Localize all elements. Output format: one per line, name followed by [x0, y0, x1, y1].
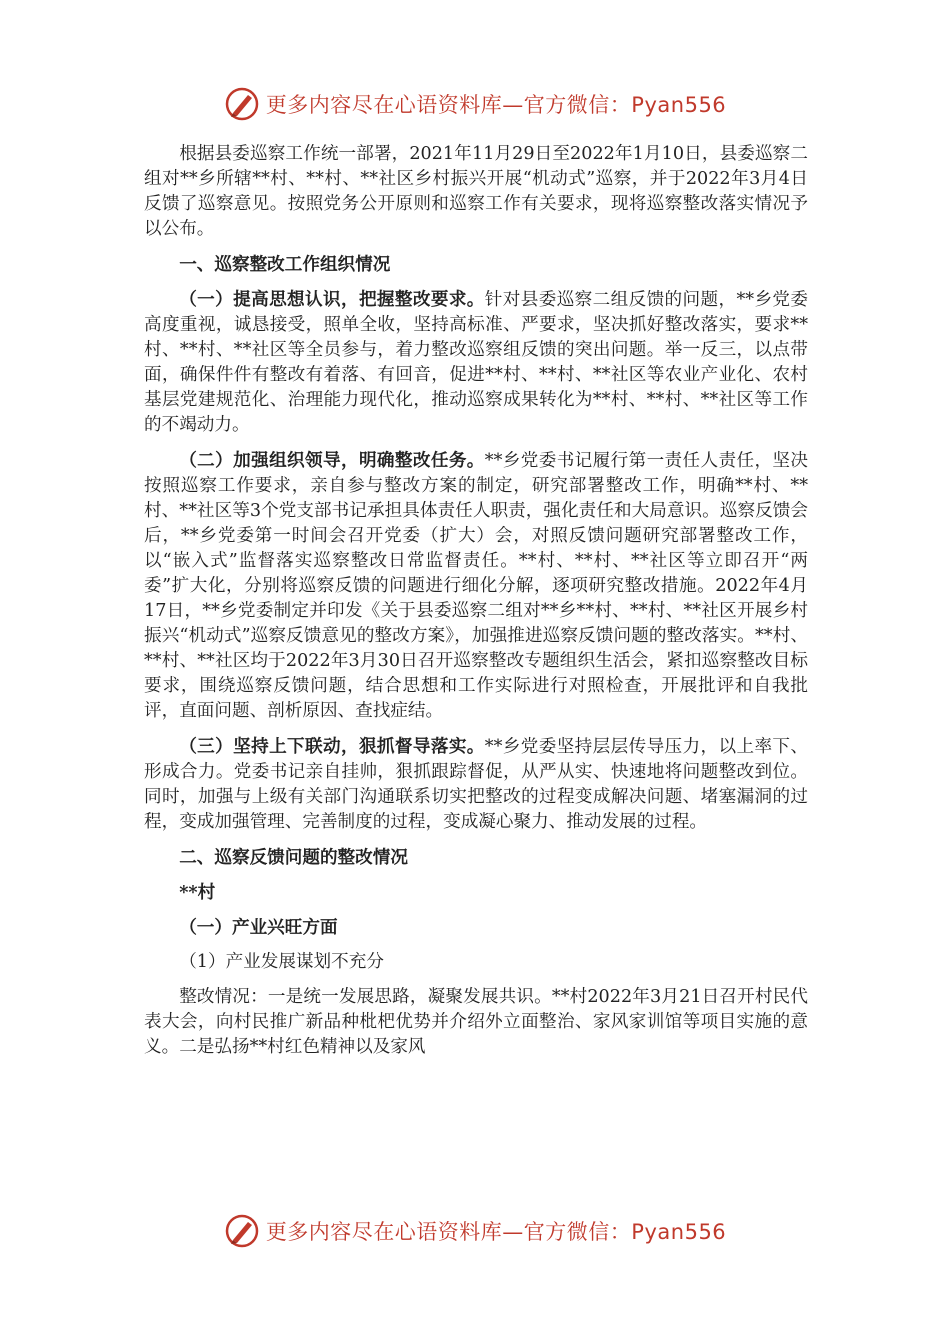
- document-body: [144, 142, 808, 1070]
- banner-text: 更多内容尽在心语资料库—官方微信：Pyan556: [265, 93, 727, 117]
- subsection-heading: （一）产业兴旺方面: [179, 917, 338, 938]
- section-heading: 一、巡察整改工作组织情况: [179, 254, 391, 275]
- item-body: 针对县委巡察二组反馈的问题，**乡党委高度重视，诚恳接受，照单全收，坚持高标准、严要求，坚决抓好整改落实，要求**村、**村、**社区等全员参与，着力整改巡察组反馈的突出问题。举一反三，以点带面，确保件件有整改有着落、有回音，促进**村、**村、**社区等农业产业化、农村基层党建规范化、治理能力现代化，推动巡察成果转化为**村、**村、**社区等工作的不竭动力。: [144, 290, 808, 435]
- item-title: （一）提高思想认识，把握整改要求。: [179, 289, 485, 310]
- footer-banner: [0, 1209, 950, 1253]
- pen-logo-icon: [224, 86, 260, 122]
- paragraph-item-3: [144, 734, 808, 835]
- intro-paragraph: 根据县委巡察工作统一部署，2021年11月29日至2022年1月10日，县委巡察二组对**乡所辖**村、**村、**社区乡村振兴开展“机动式”巡察，并于2022年3月4日反馈了巡察意见。按照党务公开原则和巡察工作有关要求，现将巡察整改落实情况予以公布。: [144, 144, 808, 239]
- item-title: （三）坚持上下联动，狠抓督导落实。: [179, 736, 485, 757]
- banner-text: 更多内容尽在心语资料库—官方微信：Pyan556: [265, 1220, 727, 1244]
- item-body: **乡党委书记履行第一责任人责任，坚决按照巡察工作要求，亲自参与整改方案的制定，研究部署整改工作，明确**村、**村、**社区等3个党支部书记承担具体责任人职责，强化责任和大局意识。巡察反馈会后，**乡党委第一时间会召开党委（扩大）会，对照反馈问题研究部署整改工作，以“嵌入式”监督落实巡察整改日常监督责任。**村、**村、**社区等立即召开“两委”扩大化，分别将巡察反馈的问题进行细化分解，逐项研究整改措施。2022年4月17日，**乡党委制定并印发《关于县委巡察二组对**乡**村、**村、**社区开展乡村振兴“机动式”巡察反馈意见的整改方案》，加强推进巡察反馈问题的整改落实。**村、**村、**社区均于2022年3月30日召开巡察整改专题组织生活会，紧扣巡察整改目标要求，围绕巡察反馈问题，结合思想和工作实际进行对照检查，开展批评和自我批评，直面问题、剖析原因、查找症结。: [144, 451, 808, 721]
- village-heading: **村: [179, 882, 216, 903]
- header-banner: [0, 82, 950, 126]
- section-heading: 二、巡察反馈问题的整改情况: [179, 847, 408, 868]
- paragraph-item-2: [144, 448, 808, 724]
- rectify-paragraph: 整改情况：一是统一发展思路，凝聚发展共识。**村2022年3月21日召开村民代表大会，向村民推广新品种枇杷优势并介绍外立面整治、家风家训馆等项目实施的意义。二是弘扬**村红色精神以及家风: [144, 987, 808, 1057]
- issue-heading: （1）产业发展谋划不充分: [179, 952, 384, 972]
- item-body: **乡党委坚持层层传导压力，以上率下、形成合力。党委书记亲自挂帅，狠抓跟踪督促，从严从实、快速地将问题整改到位。同时，加强与上级有关部门沟通联系切实把整改的过程变成解决问题、堵塞漏洞的过程，变成加强管理、完善制度的过程，变成凝心聚力、推动发展的过程。: [144, 737, 808, 832]
- item-title: （二）加强组织领导，明确整改任务。: [179, 450, 485, 471]
- paragraph-item-1: [144, 287, 808, 438]
- pen-logo-icon: [224, 1213, 260, 1249]
